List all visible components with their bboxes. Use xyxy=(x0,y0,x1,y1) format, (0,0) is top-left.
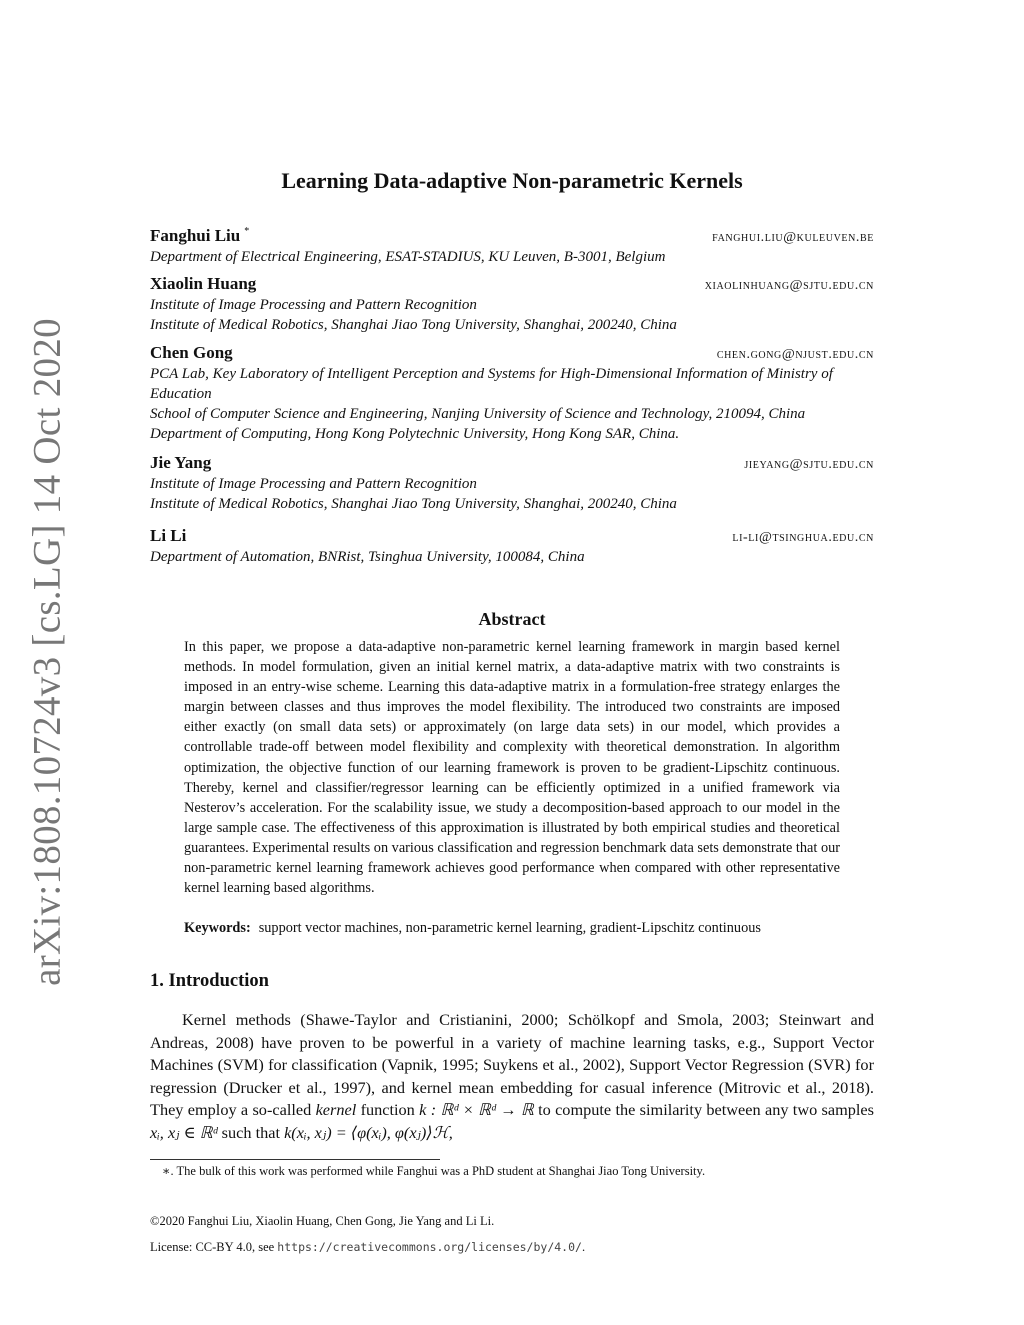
author-block xyxy=(150,274,874,335)
license-link[interactable]: https://creativecommons.org/licenses/by/4.0/ xyxy=(277,1240,582,1254)
author-block xyxy=(150,526,874,567)
arxiv-identifier[interactable]: arXiv:1808.10724v3 [cs.LG] 14 Oct 2020 xyxy=(25,318,69,986)
intro-text: such that xyxy=(217,1122,285,1142)
author-affiliation: Department of Computing, Hong Kong Polytechnic University, Hong Kong SAR, China. xyxy=(150,426,680,442)
keywords-text: support vector machines, non-parametric kernel learning, gradient-Lipschitz continuous xyxy=(258,920,761,936)
author-affiliation: School of Computer Science and Engineering, Nanjing University of Science and Technology, 210094, China xyxy=(150,406,806,422)
math-expression: xᵢ, xⱼ ∈ ℝᵈ xyxy=(150,1122,218,1142)
keywords-label: Keywords: xyxy=(184,920,251,936)
author-affiliation: Institute of Medical Robotics, Shanghai Jiao Tong University, Shanghai, 200240, China xyxy=(150,496,677,512)
footnote-divider xyxy=(150,1159,440,1160)
keywords xyxy=(184,920,854,937)
author-email[interactable]: jieyang@sjtu.edu.cn xyxy=(744,457,874,472)
paper-title: Learning Data-adaptive Non-parametric Kernels xyxy=(281,168,743,193)
intro-text: to compute the similarity between any two samples xyxy=(533,1100,874,1120)
intro-text: function xyxy=(356,1100,420,1120)
arxiv-sidebar xyxy=(22,0,72,1325)
author-name xyxy=(150,226,249,246)
author-affiliation: Institute of Image Processing and Pattern Recognition xyxy=(150,476,477,492)
intro-text: Kernel methods (Shawe-Taylor and Cristianini, 2000; Schölkopf and Smola, 2003; Steinwart and Andreas, 2008) have proven to be powerful in a variety of machine learning tasks, e.g., Support Vector Machines (SVM) for classification (Vapnik, 1995; Suykens et al., 2002), Support Vector Regression (SVR) for regression (Drucker et al., 1997), and kernel mean embedding for casual inference (Mitrovic et al., 2018). They employ a so-called xyxy=(150,1010,874,1120)
license-suffix: . xyxy=(581,1240,586,1254)
author-affiliation: Institute of Medical Robotics, Shanghai Jiao Tong University, Shanghai, 200240, China xyxy=(150,317,677,333)
author-block xyxy=(150,343,874,444)
author-affiliation: Institute of Image Processing and Pattern Recognition xyxy=(150,297,477,313)
footnote: ∗. The bulk of this work was performed while Fanghui was a PhD student at Shanghai Jiao Tong University. xyxy=(162,1164,706,1178)
author-affiliation: Department of Automation, BNRist, Tsinghua University, 100084, China xyxy=(150,549,585,565)
abstract-heading: Abstract xyxy=(478,609,546,629)
abstract-text: In this paper, we propose a data-adaptive non-parametric kernel learning framework in margin based kernel methods. In model formulation, given an initial kernel matrix, a data-adaptive matrix with two constraints is imposed in an entry-wise scheme. Learning this data-adaptive matrix in a formulation-free strategy enlarges the margin between classes and thus improves the model flexibility. The introduced two constraints are imposed either exactly (on small data sets) or approximately (on large data sets) in our model, which provides a controllable trade-off between model flexibility and complexity with theoretical demonstration. In algorithm optimization, the objective function of our learning framework is proven to be gradient-Lipschitz continuous. Thereby, kernel and classifier/regressor learning can be efficiently optimized in a unified framework via Nesterov’s acceleration. For the scalability issue, we study a decomposition-based approach to our model in the large sample case. The effectiveness of this approximation is illustrated by both empirical studies and theoretical guarantees. Experimental results on various classification and regression benchmark data sets demonstrate that our non-parametric kernel learning framework achieves good performance when compared with other representative kernel learning based algorithms. xyxy=(184,639,840,897)
author-name: Jie Yang xyxy=(150,453,212,472)
copyright-notice: ©2020 Fanghui Liu, Xiaolin Huang, Chen Gong, Jie Yang and Li Li. xyxy=(150,1214,495,1228)
footnote-marker[interactable]: * xyxy=(244,226,250,238)
author-block xyxy=(150,226,874,267)
license-notice xyxy=(150,1240,585,1255)
author-email[interactable]: chen.gong@njust.edu.cn xyxy=(716,347,874,362)
author-affiliation: Department of Electrical Engineering, ESAT-STADIUS, KU Leuven, B-3001, Belgium xyxy=(150,249,666,265)
author-block xyxy=(150,453,874,514)
introduction-paragraph xyxy=(150,1009,874,1145)
license-prefix: License: CC-BY 4.0, see xyxy=(150,1240,278,1254)
author-name-text: Fanghui Liu xyxy=(150,226,241,245)
author-affiliation: PCA Lab, Key Laboratory of Intelligent Perception and Systems for High-Dimensional Information of Ministry of Education xyxy=(150,366,833,402)
author-name: Li Li xyxy=(150,526,187,545)
author-email[interactable]: li-li@tsinghua.edu.cn xyxy=(732,530,874,545)
section-heading: 1. Introduction xyxy=(150,971,269,991)
author-email[interactable]: fanghui.liu@kuleuven.be xyxy=(712,230,874,245)
math-expression: k(xᵢ, xⱼ) = ⟨φ(xᵢ), φ(xⱼ)⟩ℋ, xyxy=(284,1122,453,1142)
author-name: Chen Gong xyxy=(150,343,233,362)
math-expression: k : ℝᵈ × ℝᵈ → ℝ xyxy=(419,1100,534,1120)
author-email[interactable]: xiaolinhuang@sjtu.edu.cn xyxy=(704,278,874,293)
author-name: Xiaolin Huang xyxy=(150,274,257,293)
intro-emphasis: kernel xyxy=(315,1100,357,1120)
